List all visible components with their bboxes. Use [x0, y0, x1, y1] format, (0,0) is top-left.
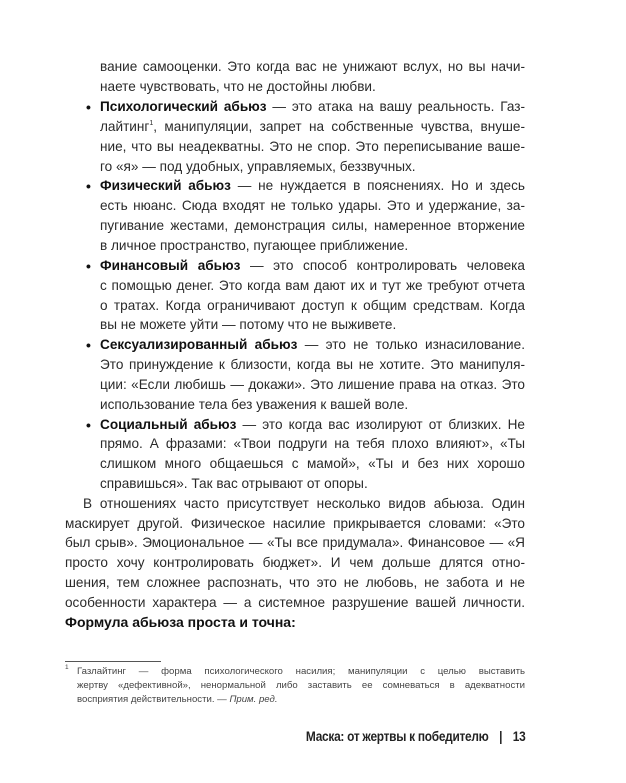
- footer-separator: |: [498, 729, 502, 744]
- text-line: шения, тем сложнее распознать, что это не любовь, не забота и не: [65, 575, 525, 590]
- text-line: ние, что вы неадекватны. Это не спор. Это переписывание ваше-: [100, 139, 525, 154]
- text-line: с помощью денег. Это когда вам дают их и тут же требуют отчета: [100, 278, 525, 293]
- text-line: В отношениях часто присутствует несколько видов абьюза. Один: [83, 496, 525, 511]
- text-line: наете чувствовать, что не достойны любви.: [100, 79, 376, 94]
- footnote-text: восприятия действительности. —: [77, 694, 230, 705]
- formula-heading: Формула абьюза проста и точна:: [65, 614, 296, 630]
- editor-note: Прим. ред.: [229, 694, 278, 705]
- text-line: вы не можете уйти — потому что не выживете.: [100, 317, 397, 332]
- bullet-physical: [100, 176, 525, 196]
- bullet-term: Сексуализированный абьюз: [100, 337, 298, 352]
- bullet-icon: •: [86, 178, 91, 194]
- bullet-term: Физический абьюз: [100, 178, 231, 193]
- text-line: использование тела без уважения к вашей воле.: [100, 397, 409, 412]
- bullet-icon: •: [86, 337, 91, 353]
- text-line: [100, 117, 525, 137]
- book-title: Маска: от жертвы к победителю: [305, 729, 489, 744]
- text-line: го «я» — под удобных, управляемых, беззвучных.: [100, 159, 416, 174]
- bullet-term: Социальный абьюз: [100, 417, 237, 432]
- text-line: вание самооценки. Это когда вас не унижают вслух, но вы начи-: [100, 59, 525, 74]
- footnote-ref[interactable]: 1: [149, 120, 154, 127]
- bullet-social: [100, 415, 525, 435]
- text-line: особенности характера — а системное разрушение вашей личности.: [65, 595, 525, 610]
- text-line: был срыв». Эмоциональное — «Ты все придумала». Финансовое — «Я: [65, 535, 525, 550]
- text-fragment: , манипуляции, запрет на собственные чувства, внуше-: [153, 119, 525, 134]
- footnote-line: [77, 693, 525, 707]
- text-line: в личное пространство, пугающее приближение.: [100, 238, 409, 253]
- bullet-term: Финансовый абьюз: [100, 258, 241, 273]
- text-line: прямо. А фразами: «Твои подруги на тебя плохо влияют», «Ты: [100, 436, 525, 451]
- bullet-icon: •: [86, 99, 91, 115]
- footnote-divider: [65, 661, 161, 662]
- bullet-sexualized: [100, 335, 525, 355]
- text-line: — это способ контролировать человека: [240, 258, 525, 273]
- text-line: справишься». Так вас отрывают от опоры.: [100, 476, 368, 491]
- text-line: маскирует другой. Физическое насилие прикрывается словами: «Это: [65, 516, 525, 531]
- footnote-number: 1: [65, 664, 69, 671]
- bullet-psychological: [100, 97, 525, 117]
- text-line: — это когда вас изолируют от близких. Не: [236, 417, 525, 432]
- bullet-icon: •: [86, 417, 91, 433]
- text-line: о тратах. Когда ограничивают доступ к общим средствам. Когда: [100, 298, 525, 313]
- text-line: — это не только изнасилование.: [297, 337, 525, 352]
- bullet-icon: •: [86, 258, 91, 274]
- footnote-line: жертву «дефективной», ненормальной либо заставить ее сомневаться в адекватности: [77, 680, 525, 691]
- page-footer: [305, 729, 525, 744]
- text-line: Это принуждение к близости, когда вы не хотите. Это манипуля-: [100, 357, 525, 372]
- text-fragment: лайтинг: [100, 119, 150, 134]
- page-number: 13: [512, 729, 525, 744]
- bullet-financial: [100, 256, 525, 276]
- text-line: — это атака на вашу реальность. Газ-: [266, 99, 526, 114]
- text-line: просто хочу контролировать бюджет». И чем дольше длятся отно-: [65, 555, 525, 570]
- footnote-line: Газлайтинг — форма психологического насилия; манипуляции с целью выставить: [77, 666, 525, 677]
- text-line: есть нюанс. Сюда входят не только удары. Это и удержание, за-: [100, 198, 525, 213]
- text-line: пугивание жестами, демонстрация силы, намеренное вторжение: [100, 218, 525, 233]
- text-line: — не нуждается в пояснениях. Но и здесь: [230, 178, 525, 193]
- bullet-term: Психологический абьюз: [100, 99, 267, 114]
- text-line: слишком много общаешься с мамой», «Ты и без них хорошо: [100, 456, 525, 471]
- text-line: ции: «Если любишь — докажи». Это лишение права на отказ. Это: [100, 377, 525, 392]
